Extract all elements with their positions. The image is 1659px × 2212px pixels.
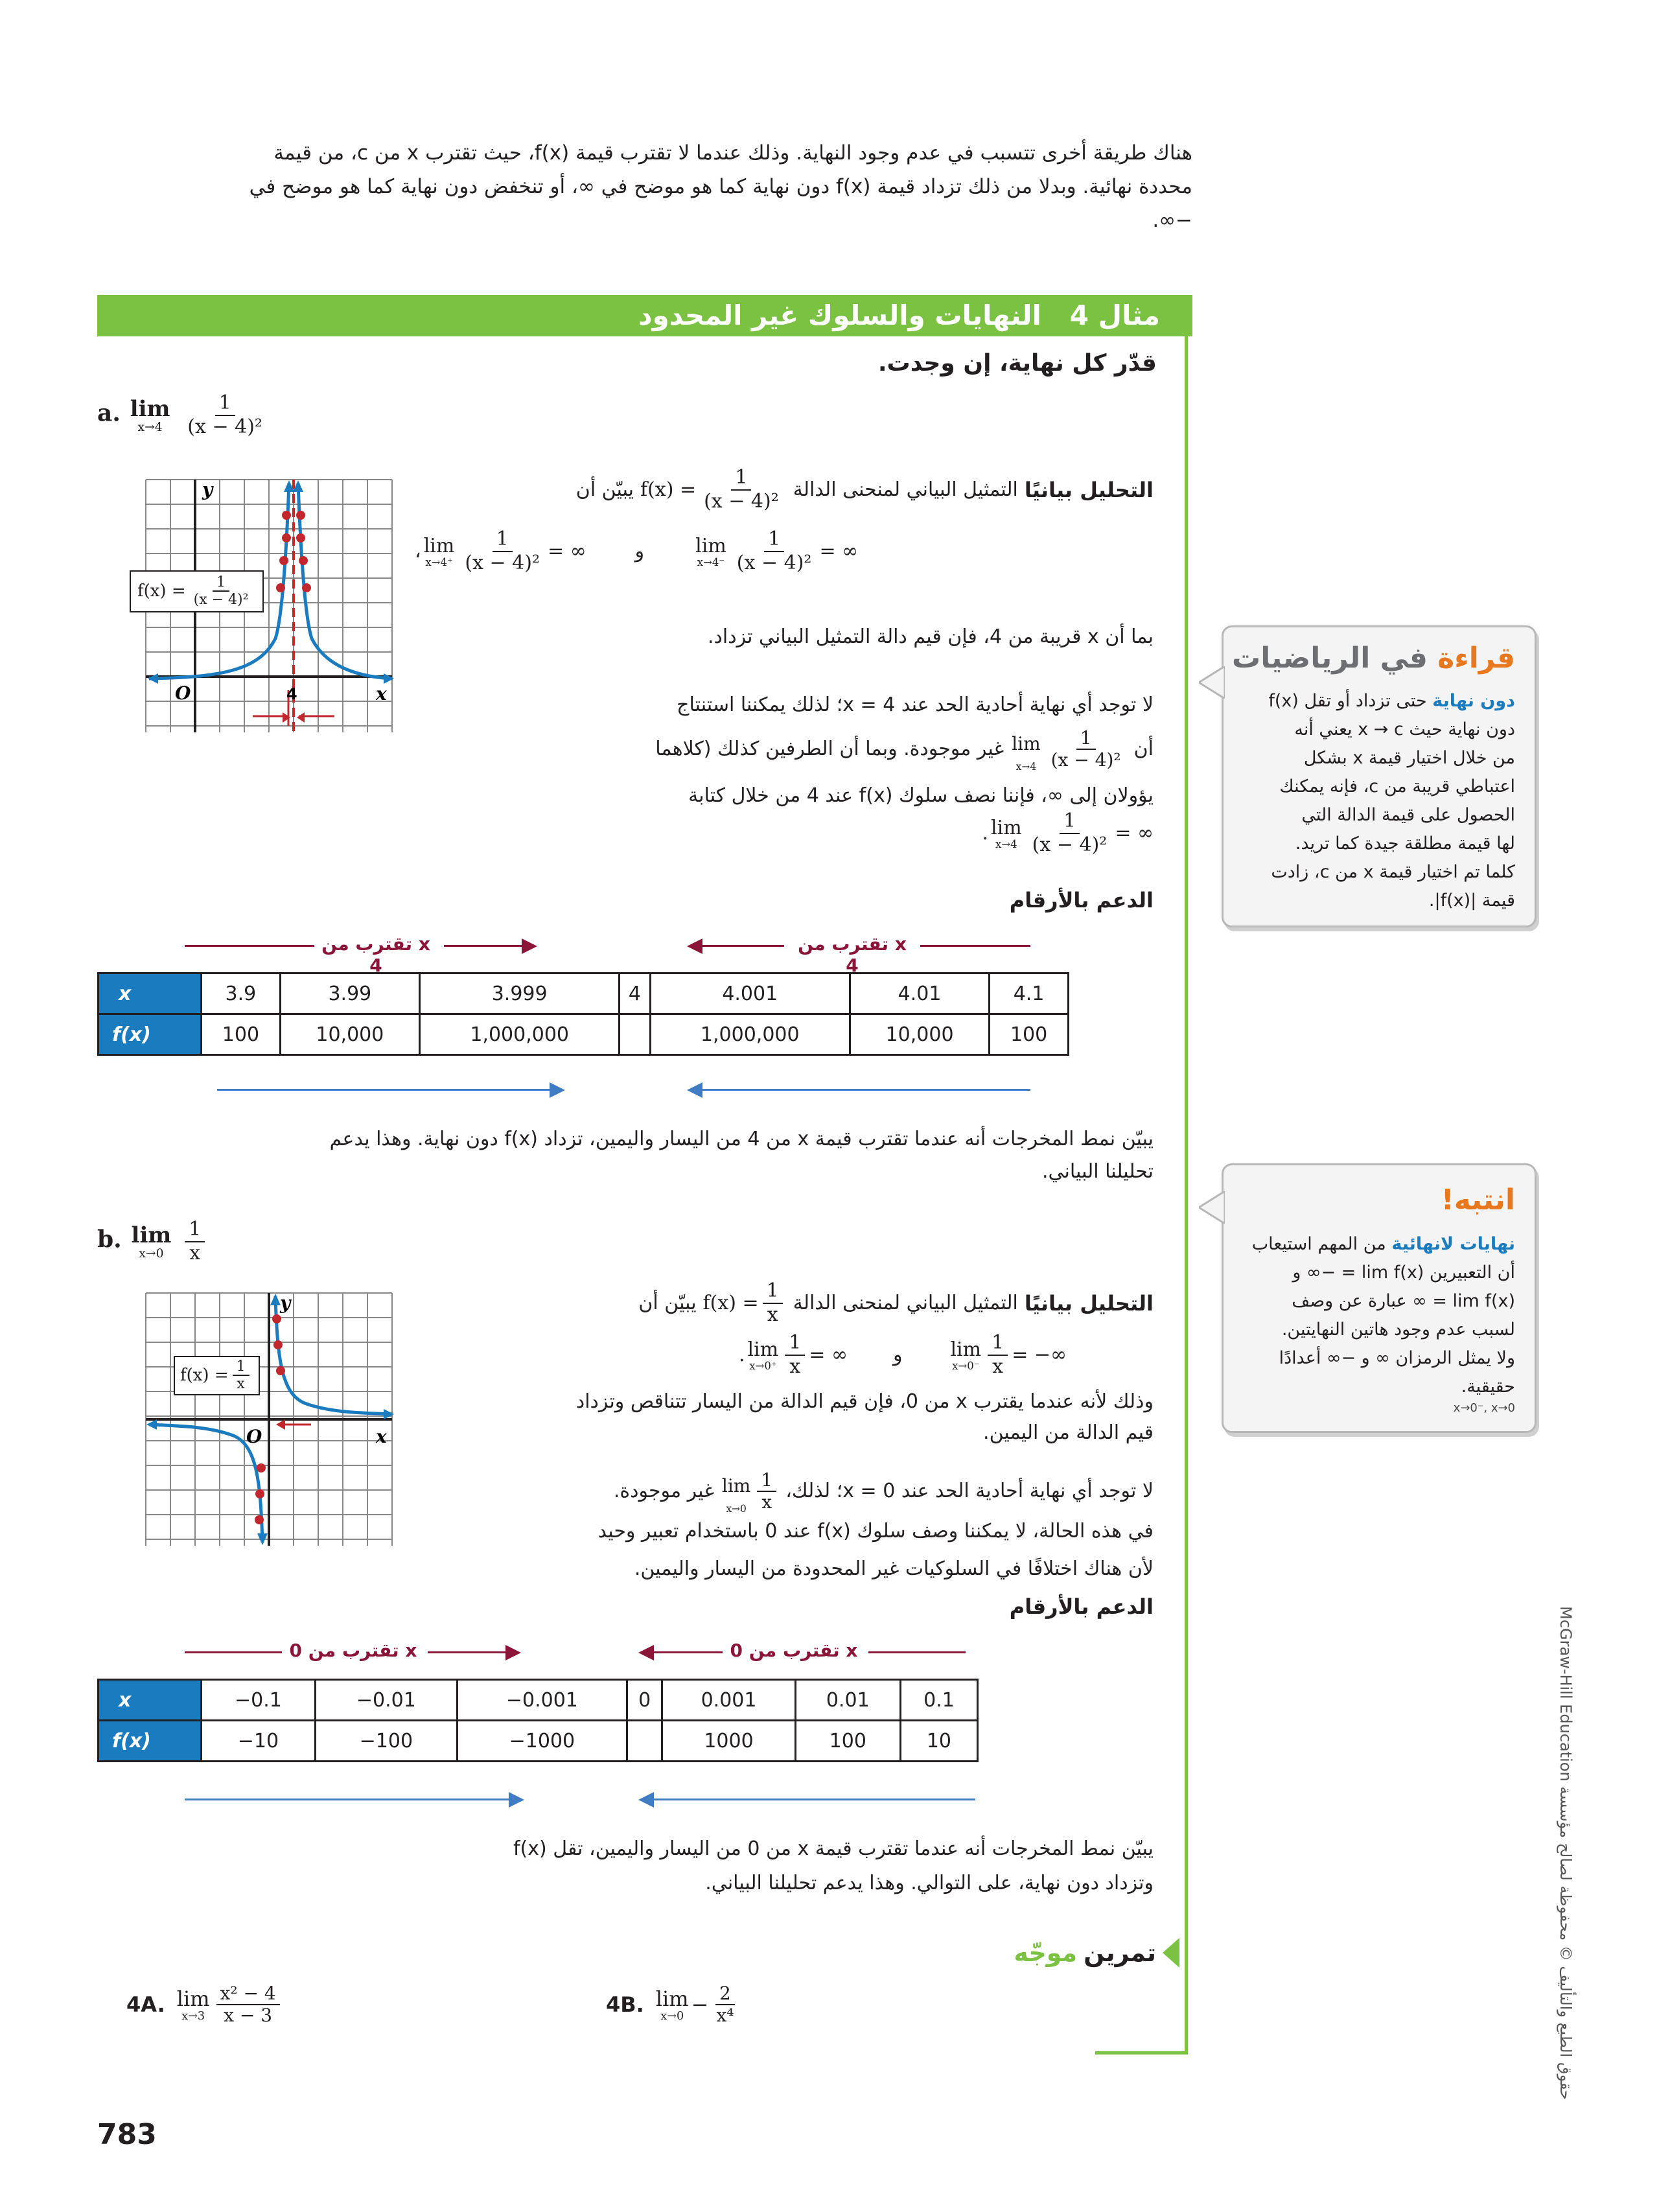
part-a-lim-left-value: = ∞	[819, 540, 859, 563]
graph-b-point	[273, 1340, 283, 1349]
guided-practice-title-a: تمرين	[1084, 1938, 1156, 1967]
part-a-arrow-left-head	[522, 938, 537, 954]
part-a-p2d-dot: .	[982, 822, 989, 844]
part-b-p1b: قيم الدالة من اليمين.	[983, 1421, 1154, 1444]
graph-b-fx: f(x) =	[180, 1366, 229, 1386]
part-b-arrow-right-text: x تقترب من 0	[730, 1640, 858, 1661]
part-a-p2b-post: غير موجودة. وبما أن الطرفين كذلك (كلاهما	[655, 737, 1004, 760]
part-a-lim-left-sub: x→4⁻	[697, 555, 725, 568]
part-a-lim-sub: x→4	[137, 421, 163, 435]
part-a-analysis-den: (x − 4)²	[704, 489, 779, 513]
exercise-4b-num: 2	[715, 1983, 735, 2005]
part-b-table-row-x	[99, 1680, 978, 1721]
caution-sub-2: x→0	[1491, 1401, 1515, 1415]
part-b-arrow-left-head	[505, 1645, 521, 1660]
graph-b-label-den: x	[237, 1376, 245, 1393]
part-a-lim-right-den: (x − 4)²	[465, 551, 540, 574]
table-cell: 0.01	[795, 1680, 900, 1721]
table-cell: 10,000	[850, 1014, 990, 1055]
caution-term: نهايات لانهائية	[1391, 1234, 1515, 1254]
part-a-analysis	[505, 467, 1154, 513]
part-a-lim-right-sub: x→4⁺	[425, 555, 453, 568]
part-b-table	[97, 1679, 979, 1762]
reading-math-title-a: قراءة	[1437, 642, 1515, 675]
part-a-p2b: أن lim x→4 $\frac{1}{\text{(x − 4)²}}$ غير موجودة. وبما أن الطرفين كذلك (كلاهما	[655, 727, 1154, 773]
reading-math-line: دون نهاية حيث x → c يعني أنه	[1294, 719, 1515, 739]
graph-a-function-label	[130, 570, 264, 612]
intro-line-2: محددة نهائية. وبدلا من ذلك تزداد قيمة f(x) دون نهاية كما هو موضح في ∞، أو تنخفض دون نهاية كما هو موضح في	[249, 175, 1192, 198]
part-b-analysis-den: x	[767, 1303, 778, 1326]
caution-body: نهايات لانهائية من المهم استيعاب أن التعبيرين lim f(x) = −∞ و lim f(x) = ∞ عبارة عن وصف لسبب عدم وجود هاتين النهايتين. ولا يمثل الرمزان ∞ و −∞ أعدادًا حقيقية. x→0⁻, x→0	[1243, 1230, 1515, 1415]
part-b-blue-arrow-right	[651, 1799, 975, 1800]
graph-a-point	[302, 583, 311, 592]
part-a-analysis-tail: يبيّن أن	[575, 478, 634, 501]
part-b-p2b: في هذه الحالة، لا يمكننا وصف سلوك f(x) عند 0 باستخدام تعبير وحيد	[597, 1520, 1154, 1543]
graph-b-curve-left	[149, 1425, 262, 1543]
graph-b-point	[276, 1366, 285, 1375]
reading-math-line: كلما تم اختيار قيمة x من c، زادت	[1271, 862, 1515, 882]
intro-paragraph	[130, 136, 1192, 237]
exercise-4b-label: 4B.	[606, 1992, 644, 2018]
part-b-p1a: وذلك لأنه عندما يقترب x من 0، فإن قيم الدالة من اليسار تتناقص وتزداد	[575, 1390, 1154, 1413]
graph-b-point	[272, 1314, 281, 1323]
part-a-conclusion-1: يبيّن نمط المخرجات أنه عندما تقترب قيمة x من 4 من اليسار واليمين، تزداد f(x) دون نهاية. وهذا يدعم	[329, 1128, 1154, 1150]
part-a-analysis-text: التمثيل البياني لمنحنى الدالة	[793, 478, 1018, 501]
part-a-one-sided-limits: ، lim x→4⁺ $\frac{1}{\text{(x − 4)²}}$ = ∞ و lim x→4⁻ $\frac{1}{\text{(x − 4)²}}$ = ∞	[415, 528, 859, 574]
graph-a-point	[282, 533, 291, 542]
part-b-lim-left-num: 1	[988, 1332, 1008, 1356]
table-cell: 4.1	[990, 973, 1069, 1014]
graph-a-point	[282, 511, 291, 520]
table-cell: 0.1	[900, 1680, 977, 1721]
reading-math-term: دون نهاية	[1432, 691, 1515, 711]
part-b-lim-right-value: = ∞	[809, 1344, 848, 1366]
exercise-4a-label: 4A.	[126, 1992, 165, 2018]
table-cell: 3.99	[280, 973, 419, 1014]
intro-line-1: هناك طريقة أخرى تتسبب في عدم وجود النهاية. وذلك عندما لا تقترب قيمة f(x)، حيث تقترب x من c، من قيمة	[273, 141, 1192, 165]
part-b-lim-left-den: x	[992, 1355, 1004, 1378]
graph-a-point	[296, 533, 305, 542]
part-b-conclusion-1: يبيّن نمط المخرجات أنه عندما تقترب قيمة x من 0 من اليسار واليمين، تقل f(x)	[513, 1837, 1154, 1860]
reading-math-sidebar	[1222, 625, 1537, 927]
part-a-lim-right-value: = ∞	[547, 540, 586, 563]
part-a-table-row-x	[99, 973, 1069, 1014]
part-b-p2c: لأن هناك اختلافًا في السلوكيات غير المحدودة من اليسار واليمين.	[634, 1557, 1154, 1580]
table-cell: −0.001	[457, 1680, 627, 1721]
graph-a-x-label: x	[376, 683, 387, 704]
table-cell: 10	[900, 1721, 977, 1762]
part-a-blue-arrow-left	[217, 1089, 554, 1091]
graph-a-fx: f(x) =	[137, 581, 186, 601]
page-number: 783	[97, 2118, 157, 2151]
part-b-analysis-num: 1	[763, 1280, 783, 1304]
part-a-table	[97, 972, 1069, 1056]
exercise-4b: 4B. lim x→0 − $\frac{2}{\text{x⁴}}$	[606, 1983, 741, 2026]
table-cell: 1,000,000	[650, 1014, 850, 1055]
part-b-p2a-den: x	[761, 1491, 772, 1513]
caution-title: انتبه!	[1441, 1183, 1515, 1217]
graph-b-y-label: y	[280, 1292, 291, 1314]
guided-practice-arrow-icon	[1163, 1938, 1179, 1968]
table-cell: 0	[627, 1680, 662, 1721]
graph-a-tick-4: 4	[286, 685, 297, 703]
example-border-bottom	[1095, 2051, 1188, 2055]
graph-b-red-arrow	[276, 1419, 285, 1430]
part-b-numeric-heading: الدعم بالأرقام	[1009, 1594, 1154, 1619]
part-b-analysis-fx: f(x) =	[702, 1291, 759, 1314]
part-a-numeric-heading: الدعم بالأرقام	[1009, 888, 1154, 913]
part-a-p2d-value: = ∞	[1115, 822, 1154, 844]
part-b-lim-right-num: 1	[785, 1332, 805, 1356]
table-cell: −10	[202, 1721, 316, 1762]
exercise-4a-sub: x→3	[181, 2010, 205, 2023]
intro-line-3: −∞.	[1152, 209, 1192, 232]
part-a-num: 1	[215, 392, 235, 416]
graph-a-point	[279, 556, 288, 565]
table-cell: 4.01	[850, 973, 990, 1014]
copyright-text: حقوق الطبع والتأليف © محفوظة لصالح مؤسسة McGraw-Hill Education	[1557, 1606, 1575, 2100]
part-b-analysis-head: التحليل بيانيًا	[1024, 1290, 1154, 1316]
part-b-arrow-left-group	[185, 1640, 528, 1666]
graph-a-point	[299, 556, 308, 565]
reading-math-line: لها قيمة مطلقة جيدة كما تريد.	[1295, 833, 1515, 854]
part-b-p2a-lim-sub: x→0	[726, 1503, 747, 1515]
caution-line: لسبب عدم وجود هاتين النهايتين.	[1281, 1320, 1515, 1340]
part-b-p2a-pre: لا توجد أي نهاية أحادية الحد عند x = 0؛ لذلك،	[785, 1479, 1154, 1502]
graph-a-point	[276, 583, 285, 592]
table-cell: 0.001	[662, 1680, 795, 1721]
part-a-table-x-label: x	[99, 973, 202, 1014]
part-b-table-row-f	[99, 1721, 978, 1762]
reading-math-line: حتى تزداد أو تقل f(x)	[1268, 691, 1427, 711]
caution-line: من المهم استيعاب	[1251, 1234, 1386, 1254]
part-b-table-f-label: f(x)	[99, 1721, 202, 1762]
part-b-heading: b. lim x→0 $\frac{1}{x}$	[97, 1218, 209, 1264]
part-b-lim-left-value: = −∞	[1012, 1344, 1067, 1366]
part-a-heading: a. lim x→4 $\frac{1}{\text{(x − 4)²}}$	[97, 392, 270, 438]
graph-b-arrow-up	[270, 1294, 281, 1305]
exercise-4a-num: x² − 4	[216, 1983, 280, 2005]
graph-b	[143, 1290, 399, 1549]
part-a-table-row-f	[99, 1014, 1069, 1055]
example-prompt: قدّر كل نهاية، إن وجدت.	[877, 350, 1157, 377]
table-cell: 4.001	[650, 973, 850, 1014]
part-b-num: 1	[185, 1218, 205, 1242]
part-a-arrow-left-group	[185, 933, 548, 976]
exercise-4a: 4A. lim x→3 $\frac{\text{x² − 4}}{x - 3}$	[126, 1983, 284, 2026]
part-b-conclusion-2: وتزداد دون نهاية، على التوالي. وهذا يدعم تحليلنا البياني.	[705, 1872, 1154, 1894]
table-cell: −100	[315, 1721, 457, 1762]
part-b-dot: .	[739, 1344, 745, 1366]
part-b-lim-right-den: x	[789, 1355, 801, 1378]
part-a-p2c: يؤولان إلى ∞، فإننا نصف سلوك f(x) عند 4 من خلال كتابة	[688, 784, 1154, 807]
graph-a-label-den: (x − 4)²	[193, 592, 249, 609]
part-b-den: x	[189, 1241, 201, 1264]
part-a-p2d-den: (x − 4)²	[1032, 833, 1108, 856]
reading-math-line: اعتباطي قريبة من c، فإنه يمكنك	[1279, 776, 1515, 797]
part-a-p2d-num: 1	[1060, 810, 1080, 834]
part-a-comma: ،	[415, 540, 421, 563]
example-border-right	[1185, 336, 1188, 2054]
table-cell: 100	[795, 1721, 900, 1762]
part-a-and: و	[634, 540, 645, 563]
graph-b-point	[255, 1515, 264, 1524]
exercise-4a-den: x − 3	[224, 2005, 273, 2027]
part-a-table-f-label: f(x)	[99, 1014, 202, 1055]
part-b-analysis-tail: يبيّن أن	[638, 1291, 697, 1314]
graph-b-point	[257, 1463, 266, 1473]
part-a-lim-left-den: (x − 4)²	[736, 551, 812, 574]
guided-practice-heading	[1014, 1938, 1179, 1968]
graph-a-y-label: y	[202, 479, 213, 500]
graph-a-label-num: 1	[213, 574, 229, 592]
guided-practice-title-b: موجّه	[1014, 1938, 1078, 1967]
graph-a-arrow-left	[148, 673, 158, 684]
part-b-analysis-text: التمثيل البياني لمنحنى الدالة	[793, 1291, 1018, 1314]
copyright-container	[1557, 1594, 1584, 2100]
part-a-p1: بما أن x قريبة من 4، فإن قيم دالة التمثيل البياني تزداد.	[707, 625, 1154, 648]
caution-line: حقيقية.	[1461, 1377, 1515, 1397]
caution-line: أن التعبيرين lim f(x) = −∞ و	[1292, 1263, 1515, 1283]
sidebar-pointer-icon	[1199, 1191, 1225, 1224]
sidebar-pointer-icon	[1199, 666, 1225, 699]
graph-b-label-num: 1	[233, 1358, 249, 1376]
part-b-table-x-label: x	[99, 1680, 202, 1721]
table-cell: −0.01	[315, 1680, 457, 1721]
graph-b-x-label: x	[376, 1426, 387, 1447]
part-a-p2a: لا توجد أي نهاية أحادية الحد عند x = 4؛ لذلك يمكننا استنتاج	[677, 693, 1154, 716]
reading-math-line: الحصول على قيمة الدالة التي	[1301, 805, 1515, 825]
part-b-and: و	[892, 1344, 903, 1366]
reading-math-title-b: في الرياضيات	[1232, 642, 1428, 675]
part-a-blue-arrow-right	[700, 1089, 1030, 1091]
graph-b-origin: O	[246, 1426, 262, 1447]
table-cell: 4	[620, 973, 650, 1014]
table-cell	[627, 1721, 662, 1762]
graph-a-curve-right	[298, 483, 392, 679]
graph-a-origin: O	[175, 682, 191, 704]
part-a-label: a.	[97, 399, 121, 427]
part-b-p2a: لا توجد أي نهاية أحادية الحد عند x = 0؛ لذلك، lim x→0 $\frac{1}{x}$ غير موجودة.	[613, 1469, 1154, 1515]
part-b-one-sided-limits: . lim x→0⁺ $\frac{1}{x}$ = ∞ و lim x→0⁻ $\frac{1}{x}$ = −∞	[739, 1331, 1067, 1378]
part-a-p2d-lim-sub: x→4	[995, 837, 1017, 850]
part-a-arrow-right-group	[687, 933, 1030, 976]
part-a-arrow-right-text: x تقترب من 4	[798, 933, 907, 976]
table-cell	[620, 1014, 650, 1055]
part-b-blue-arrow-left-head	[509, 1792, 524, 1808]
caution-sub-1: x→0⁻	[1453, 1401, 1484, 1415]
caution-line: lim f(x) = ∞ عبارة عن وصف	[1292, 1291, 1515, 1311]
table-cell: 1000	[662, 1721, 795, 1762]
graph-b-arrow-left	[146, 1419, 157, 1430]
part-a-lim-left-num: 1	[764, 528, 784, 552]
caution-sidebar	[1222, 1163, 1537, 1433]
exercise-4b-den: x⁴	[716, 2005, 734, 2027]
part-b-arrow-left-text: x تقترب من 0	[289, 1640, 417, 1661]
part-b-lim-left-sub: x→0⁻	[952, 1359, 980, 1372]
part-a-analysis-fx: f(x) =	[640, 478, 697, 501]
table-cell: 100	[990, 1014, 1069, 1055]
graph-b-function-label	[174, 1356, 260, 1395]
part-a-p2b-num: 1	[1076, 728, 1096, 750]
part-a-p2b-pre: أن	[1133, 737, 1154, 760]
graph-a-point	[296, 511, 305, 520]
exercise-4b-sub: x→0	[660, 2010, 684, 2023]
table-cell: 3.999	[419, 973, 619, 1014]
reading-math-line: من خلال اختيار قيمة x بشكل	[1303, 748, 1515, 768]
table-cell: −1000	[457, 1721, 627, 1762]
reading-math-line: قيمة |f(x)|.	[1428, 891, 1515, 911]
graph-b-point	[255, 1489, 264, 1498]
exercise-4b-minus: −	[691, 1992, 709, 2018]
part-a-p2b-lim-sub: x→4	[1015, 761, 1037, 773]
table-cell: 10,000	[280, 1014, 419, 1055]
reading-math-body	[1243, 687, 1515, 915]
graph-a-red-arrow-left	[297, 712, 305, 723]
table-cell: 100	[202, 1014, 281, 1055]
caution-line: ولا يمثل الرمزان ∞ و −∞ أعدادًا	[1279, 1348, 1515, 1368]
part-a-analysis-head: التحليل بيانيًا	[1024, 477, 1154, 502]
part-a-blue-arrow-left-head	[550, 1082, 565, 1098]
part-b-arrow-right-group	[638, 1640, 975, 1666]
part-a-arrow-left-text: x تقترب من 4	[321, 933, 430, 976]
part-a-conclusion-limit: . lim x→4 $\frac{1}{\text{(x − 4)²}}$ = ∞	[982, 809, 1154, 856]
example-header	[97, 295, 1192, 336]
part-b-p2a-num: 1	[757, 1470, 776, 1492]
part-b-lim-sub: x→0	[139, 1247, 164, 1261]
part-b-label: b.	[97, 1226, 122, 1253]
part-a-den: (x − 4)²	[187, 415, 262, 438]
part-a-analysis-num: 1	[731, 467, 751, 491]
reading-math-title	[1232, 642, 1515, 675]
part-b-p2a-post: غير موجودة.	[613, 1479, 714, 1502]
example-label: مثال 4	[1069, 299, 1160, 331]
part-a-lim-right-num: 1	[493, 528, 513, 552]
table-cell: 1,000,000	[419, 1014, 619, 1055]
table-cell: 3.9	[202, 973, 281, 1014]
example-title: النهايات والسلوك غير المحدود	[638, 299, 1041, 331]
part-b-blue-arrow-left	[185, 1799, 512, 1800]
part-b-analysis	[505, 1280, 1154, 1326]
part-b-lim-right-sub: x→0⁺	[749, 1359, 777, 1372]
part-a-p2b-den: (x − 4)²	[1050, 749, 1121, 771]
table-cell: −0.1	[202, 1680, 316, 1721]
part-a-conclusion-2: تحليلنا البياني.	[1042, 1160, 1154, 1183]
